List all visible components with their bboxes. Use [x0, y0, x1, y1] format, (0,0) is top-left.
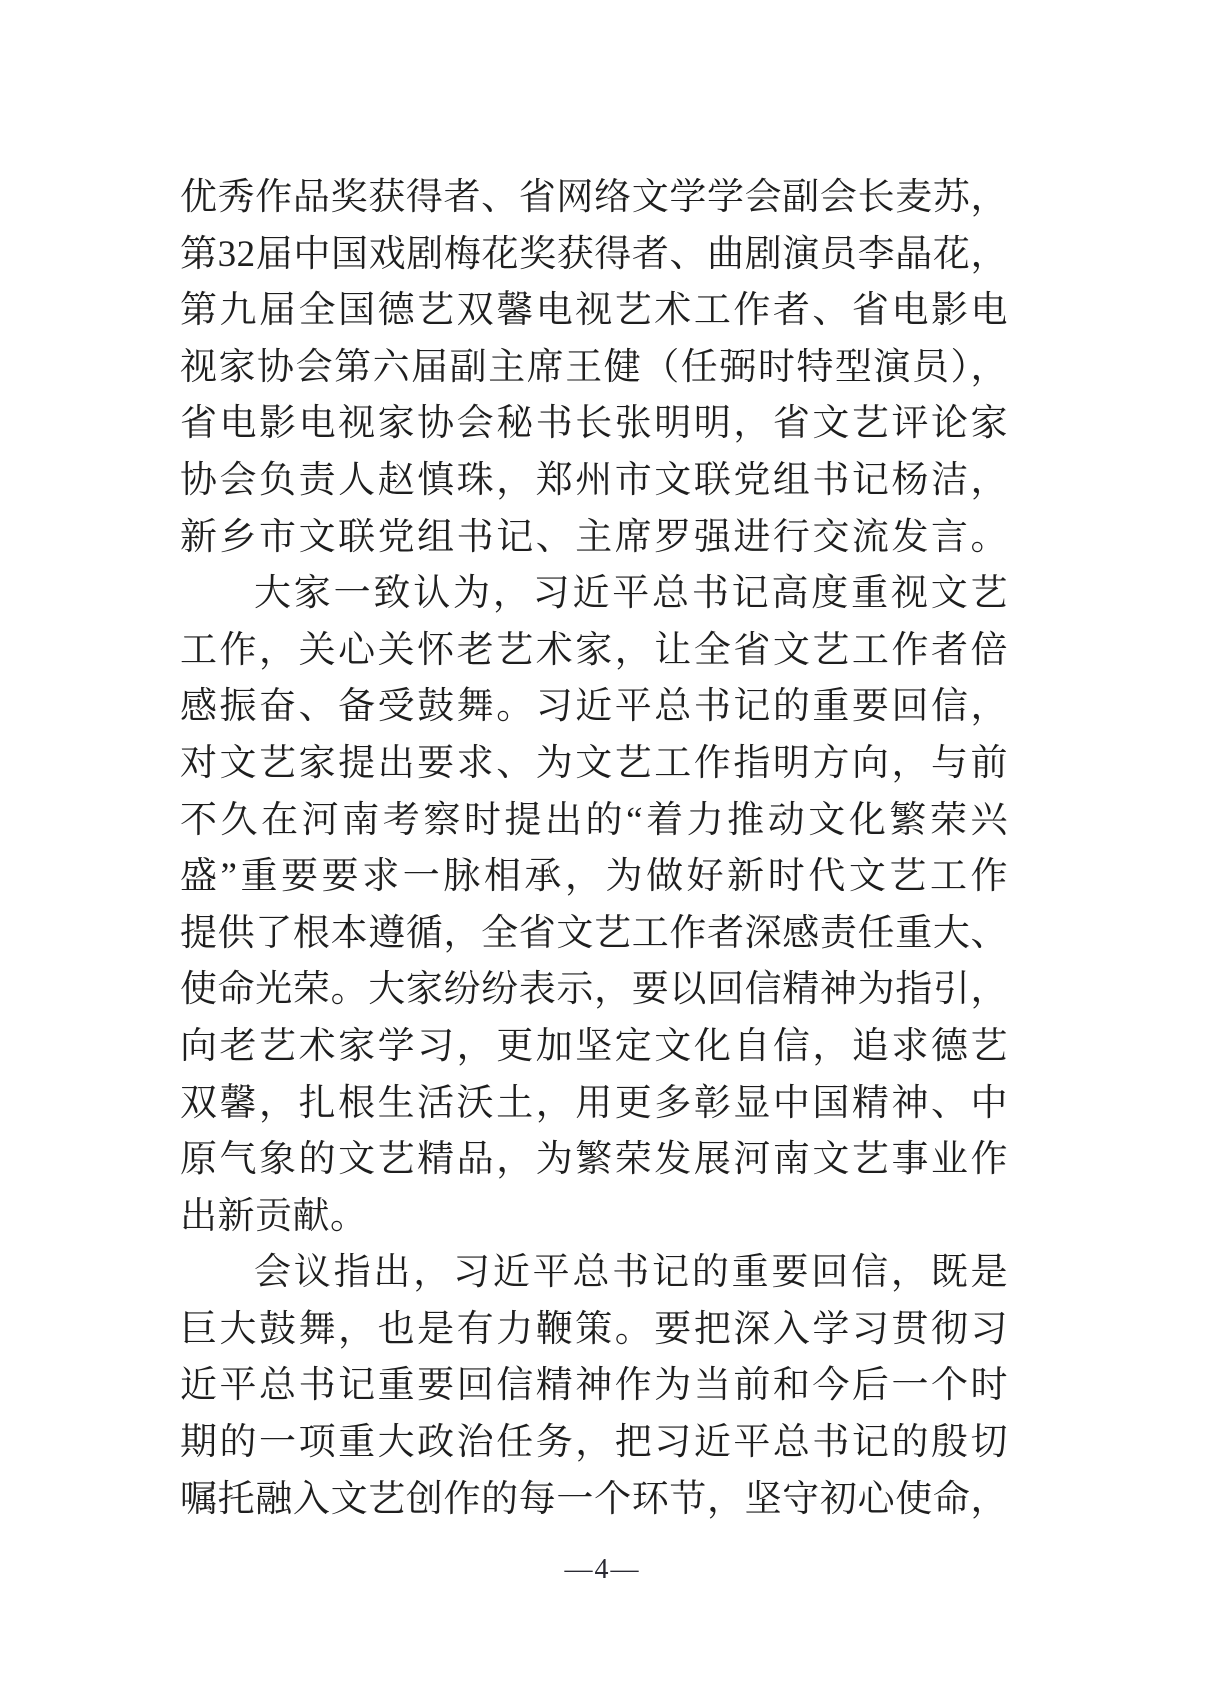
text-line: 原气象的文艺精品，为繁荣发展河南文艺事业作 — [180, 1139, 1008, 1181]
text-line: 巨大鼓舞，也是有力鞭策。要把深入学习贯彻习 — [180, 1308, 1008, 1350]
text-line: 向老艺术家学习，更加坚定文化自信，追求德艺 — [180, 1025, 1008, 1067]
text-line: 感振奋、备受鼓舞。习近平总书记的重要回信， — [180, 686, 1008, 728]
text-line: 视家协会第六届副主席王健（任弼时特型演员）， — [180, 346, 1008, 388]
text-line: 优秀作品奖获得者、省网络文学学会副会长麦苏， — [180, 177, 1008, 218]
text-line: 不久在河南考察时提出的“着力推动文化繁荣兴 — [180, 799, 1008, 841]
text-line: 嘱托融入文艺创作的每一个环节，坚守初心使命， — [180, 1478, 1008, 1520]
page-footer — [0, 1550, 1205, 1590]
text-line: 省电影电视家协会秘书长张明明，省文艺评论家 — [180, 403, 1008, 445]
text-line: 工作，关心关怀老艺术家，让全省文艺工作者倍 — [180, 629, 1008, 671]
text-line: 使命光荣。大家纷纷表示，要以回信精神为指引， — [180, 969, 1008, 1011]
text-line: 新乡市文联党组书记、主席罗强进行交流发言。 — [180, 516, 1008, 558]
text-line: 提供了根本遵循，全省文艺工作者深感责任重大、 — [180, 912, 1008, 954]
text-line: 盛”重要要求一脉相承，为做好新时代文艺工作 — [180, 856, 1008, 898]
text-line: 协会负责人赵慎珠，郑州市文联党组书记杨洁， — [180, 459, 1008, 501]
text-line: 期的一项重大政治任务，把习近平总书记的殷切 — [180, 1422, 1008, 1464]
text-line: 第32届中国戏剧梅花奖获得者、曲剧演员李晶花， — [180, 233, 1008, 275]
text-line: 双馨，扎根生活沃土，用更多彰显中国精神、中 — [180, 1082, 1008, 1124]
text-line: 会议指出，习近平总书记的重要回信，既是 — [254, 1252, 1008, 1294]
body-text — [180, 170, 1008, 1528]
text-line: 出新贡献。 — [180, 1195, 368, 1237]
text-line: 近平总书记重要回信精神作为当前和今后一个时 — [180, 1365, 1008, 1407]
text-line: 大家一致认为，习近平总书记高度重视文艺 — [254, 573, 1008, 615]
text-line: 第九届全国德艺双馨电视艺术工作者、省电影电 — [180, 290, 1008, 332]
page-number: —4— — [564, 1554, 641, 1585]
text-line: 对文艺家提出要求、为文艺工作指明方向，与前 — [180, 742, 1008, 784]
